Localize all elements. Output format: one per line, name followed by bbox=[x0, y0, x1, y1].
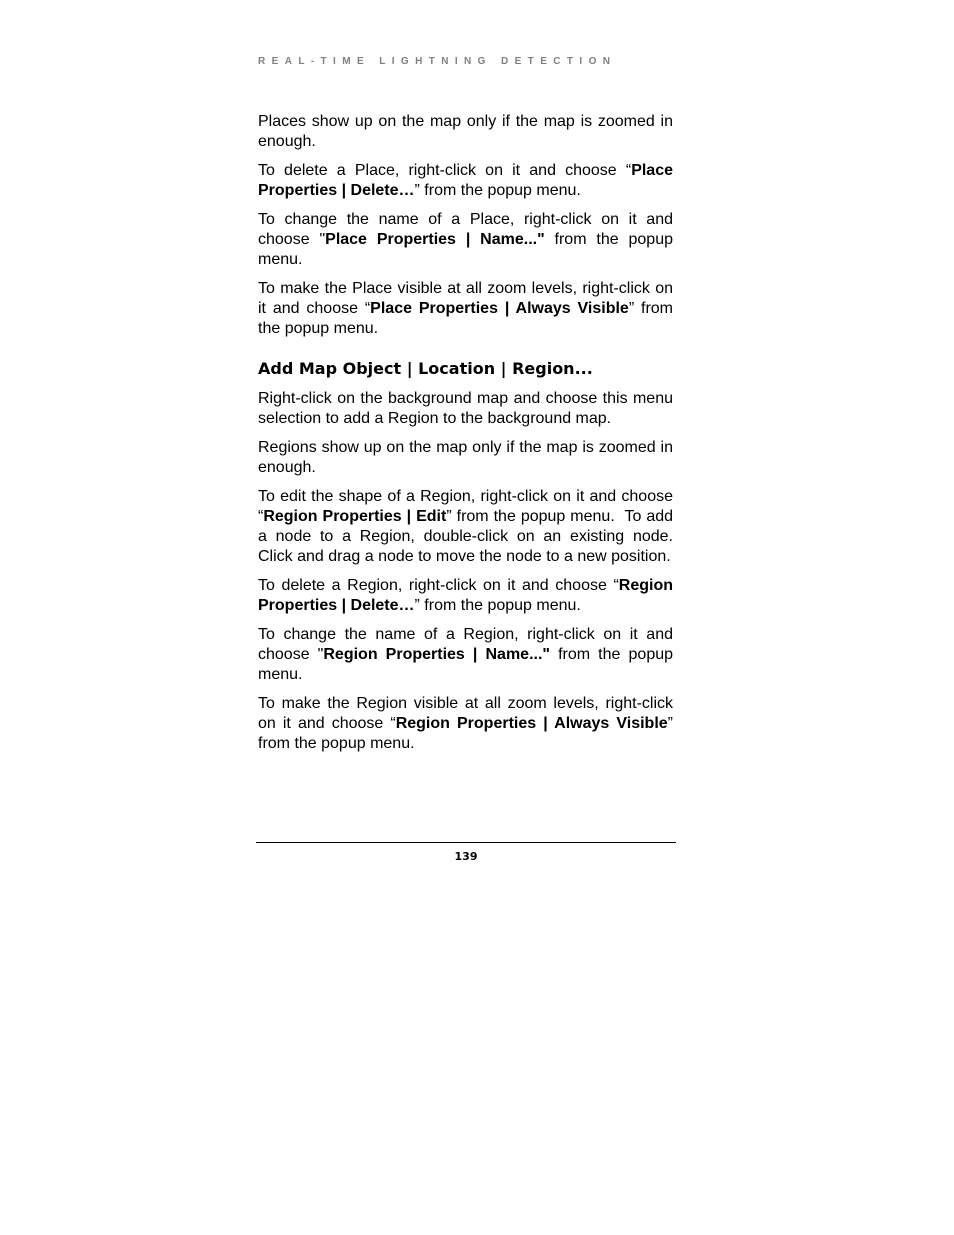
paragraph-text: Regions show up on the map only if the map is zoomed in enough. bbox=[258, 439, 673, 476]
menu-path: Region Properties | Delete… bbox=[258, 577, 673, 614]
place-zoom-paragraph bbox=[258, 112, 673, 152]
paragraph-text: ” from the popup menu. bbox=[414, 182, 581, 199]
page-body bbox=[258, 112, 682, 763]
place-visible-paragraph bbox=[258, 279, 673, 339]
paragraph-text: ” from the popup menu. bbox=[258, 300, 674, 337]
paragraph-text: ” from the popup menu. To add a node to a Region, double-click on an existing node. Click and drag a node to move the node to a new position. bbox=[258, 508, 682, 565]
paragraph-text: To delete a Region, right-click on it and choose “ bbox=[258, 577, 619, 594]
menu-path: Region Properties | Edit bbox=[263, 508, 447, 525]
paragraph-text: ” from the popup menu. bbox=[258, 715, 673, 752]
region-visible-paragraph bbox=[258, 694, 673, 754]
place-delete-paragraph bbox=[258, 161, 673, 201]
region-edit-paragraph bbox=[258, 487, 682, 567]
paragraph-text: To make the Place visible at all zoom levels, right-click on it and choose “ bbox=[258, 280, 673, 317]
paragraph-text: To delete a Place, right-click on it and choose “ bbox=[258, 162, 632, 179]
paragraph-text: To edit the shape of a Region, right-click on it and choose “ bbox=[258, 488, 673, 525]
region-zoom-paragraph bbox=[258, 438, 673, 478]
section-heading: Add Map Object | Location | Region... bbox=[258, 359, 593, 378]
menu-path: Region Properties | Name..." bbox=[323, 646, 550, 663]
menu-path: Place Properties | Always Visible bbox=[370, 300, 629, 317]
paragraph-text: ” from the popup menu. bbox=[414, 597, 581, 614]
footer-divider bbox=[256, 842, 676, 843]
paragraph-text: To change the name of a Place, right-click on it and choose " bbox=[258, 211, 673, 248]
paragraph-text: To make the Region visible at all zoom levels, right-click on it and choose “ bbox=[258, 695, 673, 732]
menu-path: Place Properties | Name..." bbox=[325, 231, 545, 248]
menu-path: Place Properties | Delete… bbox=[258, 162, 673, 199]
menu-path: Region Properties | Always Visible bbox=[395, 715, 668, 732]
paragraph-text: from the popup menu. bbox=[258, 646, 674, 683]
paragraph-text: Places show up on the map only if the map is zoomed in enough. bbox=[258, 113, 673, 150]
page-number: 139 bbox=[454, 850, 478, 863]
place-rename-paragraph bbox=[258, 210, 673, 270]
region-delete-paragraph bbox=[258, 576, 673, 616]
paragraph-text: To change the name of a Region, right-click on it and choose " bbox=[258, 626, 673, 663]
region-rename-paragraph bbox=[258, 625, 673, 685]
region-add-paragraph bbox=[258, 389, 673, 429]
paragraph-text: Right-click on the background map and choose this menu selection to add a Region to the background map. bbox=[258, 390, 673, 427]
running-header: REAL-TIME LIGHTNING DETECTION bbox=[258, 56, 617, 67]
paragraph-text: from the popup menu. bbox=[258, 231, 674, 268]
